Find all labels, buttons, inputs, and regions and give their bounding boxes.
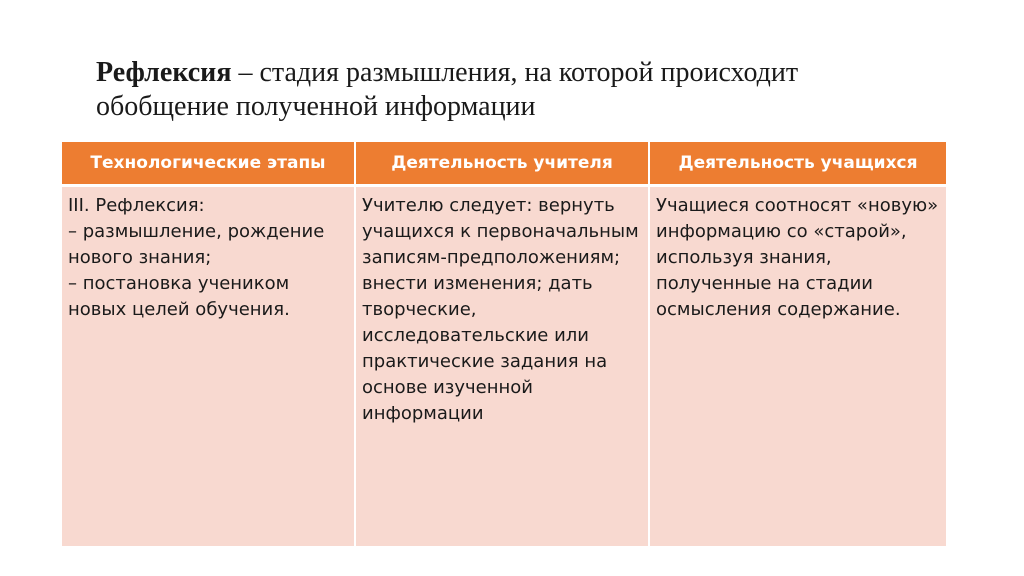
title-term: Рефлексия	[96, 57, 232, 88]
stage-item-reflection: – размышление, рождение нового знания;	[68, 221, 325, 268]
header-teacher-activity: Деятельность учителя	[355, 142, 649, 186]
header-technological-stages: Технологические этапы	[62, 142, 355, 186]
stage-item-goals: – постановка учеником новых целей обучения.	[68, 273, 290, 320]
title-definition: – стадия размышления, на которой происходит обобщение полученной информации	[96, 57, 799, 122]
stage-name: III. Рефлексия:	[68, 195, 205, 216]
table-row	[62, 186, 946, 547]
header-student-activity: Деятельность учащихся	[649, 142, 946, 186]
reflection-table	[62, 142, 946, 546]
slide-title	[96, 56, 936, 124]
cell-student-activity: Учащиеся соотносят «новую» информацию со «старой», используя знания, полученные на стадии осмысления содержание.	[649, 186, 946, 547]
table-header-row	[62, 142, 946, 186]
cell-stage	[62, 186, 355, 547]
cell-teacher-activity: Учителю следует: вернуть учащихся к первоначальным записям-предположениям; внести изменения; дать творческие, исследовательские или практические задания на основе изученной информации	[355, 186, 649, 547]
